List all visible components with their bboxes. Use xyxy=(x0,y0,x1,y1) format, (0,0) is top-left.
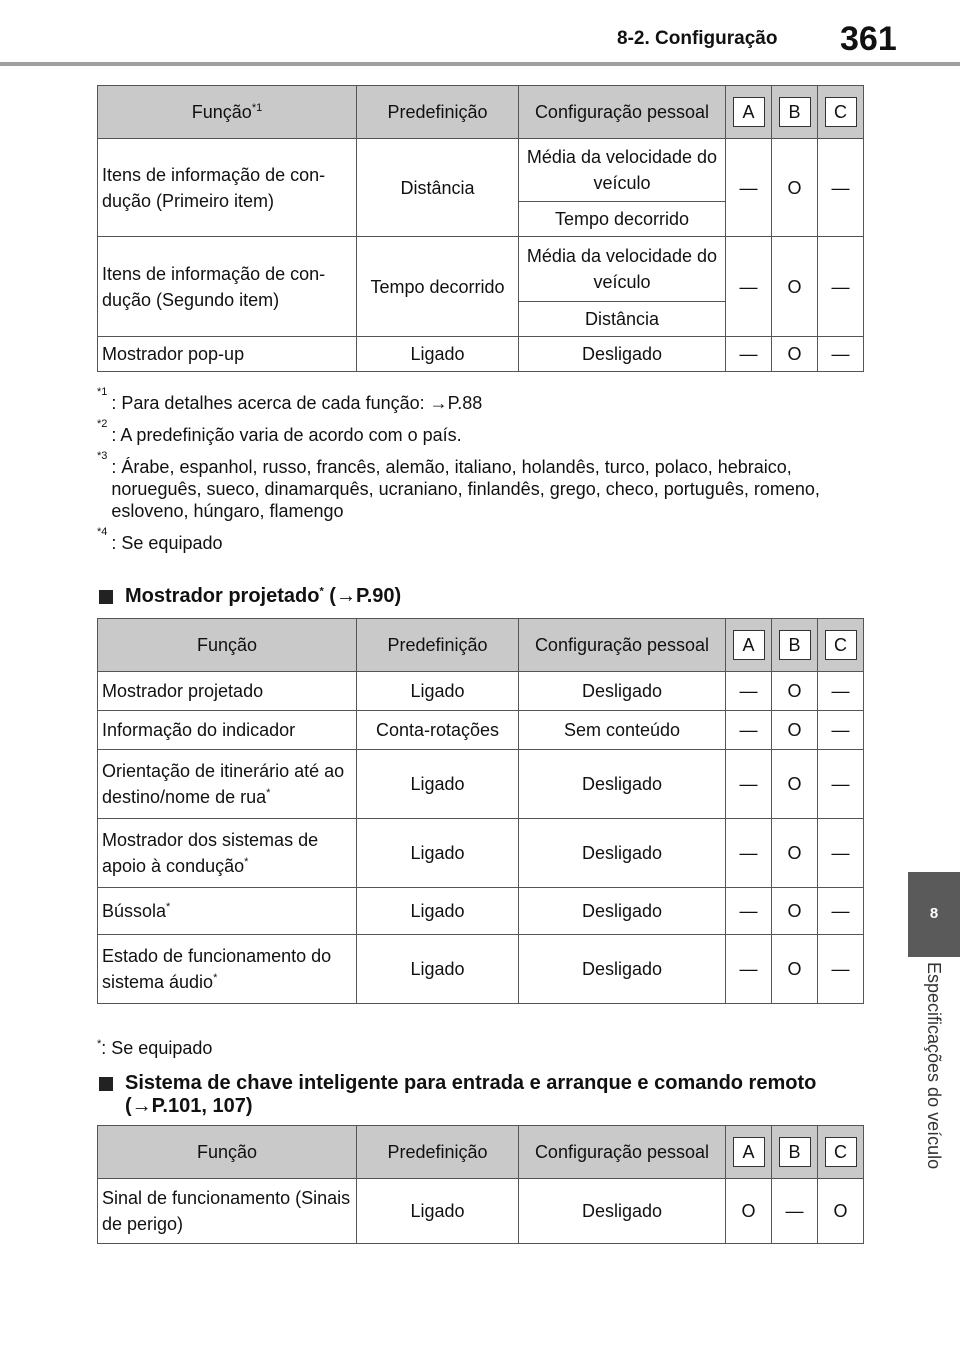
cell-a: — xyxy=(726,672,772,711)
footnote: *4 : Se equipado xyxy=(97,526,223,553)
cell-function: Informação do indicador xyxy=(98,711,357,750)
chapter-label-wrap xyxy=(911,962,957,1232)
cell-personal: Desligado xyxy=(519,819,726,888)
footnote: *3 : Árabe, espanhol, russo, francês, alemão, italiano, holandês, turco, polaco, hebraico, norueguês, sueco, dinamarquês, ucraniano, finlandês, grego, checo, português, romeno, esloveno, húngaro, flamengo xyxy=(97,450,820,521)
section-heading: Sistema de chave inteligente para entrada e arranque e comando remoto (→P.101, 107) xyxy=(97,1072,837,1118)
cell-function: Itens de informação de con-dução (Primeiro item) xyxy=(98,139,357,237)
cell-default: Tempo decorrido xyxy=(357,237,519,337)
col-function: Função xyxy=(98,619,357,672)
table-row xyxy=(98,750,864,819)
cell-personal: Tempo decorrido xyxy=(519,202,726,237)
table-row xyxy=(98,935,864,1004)
header-divider xyxy=(0,62,960,66)
col-function: Função$^{*1}$ xyxy=(98,86,357,139)
section-heading: Mostrador projetado* (→P.90) xyxy=(97,585,401,608)
settings-table-2 xyxy=(97,618,864,1004)
col-c: C xyxy=(818,1126,864,1179)
col-personal: Configuração pessoal xyxy=(519,619,726,672)
cell-c: — xyxy=(818,672,864,711)
cell-b: O xyxy=(772,237,818,337)
cell-personal: Desligado xyxy=(519,337,726,372)
col-default: Predefinição xyxy=(357,619,519,672)
table-row xyxy=(98,888,864,935)
cell-function: Estado de funcionamento do sistema áudio* xyxy=(98,935,357,1004)
cell-default: Ligado xyxy=(357,672,519,711)
cell-function: Mostrador projetado xyxy=(98,672,357,711)
cell-a: — xyxy=(726,337,772,372)
cell-function: Sinal de funcionamento (Sinais de perigo) xyxy=(98,1179,357,1244)
cell-function: Mostrador dos sistemas de apoio à condução* xyxy=(98,819,357,888)
table-row xyxy=(98,139,864,202)
table-row xyxy=(98,237,864,302)
footnote: *1 : Para detalhes acerca de cada função: →P.88 xyxy=(97,386,483,413)
cell-function: Bússola* xyxy=(98,888,357,935)
cell-default: Ligado xyxy=(357,888,519,935)
cell-personal: Desligado xyxy=(519,750,726,819)
cell-function: Itens de informação de con-dução (Segundo item) xyxy=(98,237,357,337)
cell-default: Ligado xyxy=(357,337,519,372)
footnotes xyxy=(97,386,867,564)
cell-function: Orientação de itinerário até ao destino/nome de rua* xyxy=(98,750,357,819)
col-b: B xyxy=(772,86,818,139)
col-a: A xyxy=(726,1126,772,1179)
cell-b: — xyxy=(772,1179,818,1244)
cell-default: Ligado xyxy=(357,819,519,888)
chapter-number: 8 xyxy=(929,905,939,922)
cell-c: — xyxy=(818,711,864,750)
table-row xyxy=(98,1179,864,1244)
col-a: A xyxy=(726,619,772,672)
col-a: A xyxy=(726,86,772,139)
cell-personal: Desligado xyxy=(519,935,726,1004)
cell-default: Conta-rotações xyxy=(357,711,519,750)
cell-c: — xyxy=(818,750,864,819)
cell-b: O xyxy=(772,711,818,750)
cell-c: — xyxy=(818,935,864,1004)
cell-personal: Média da velocidade do veículo xyxy=(519,237,726,302)
cell-default: Ligado xyxy=(357,935,519,1004)
cell-b: O xyxy=(772,750,818,819)
cell-a: — xyxy=(726,139,772,237)
settings-table-3 xyxy=(97,1125,864,1244)
cell-a: — xyxy=(726,750,772,819)
chapter-tab xyxy=(908,872,960,957)
table-row xyxy=(98,711,864,750)
cell-default: Ligado xyxy=(357,1179,519,1244)
cell-a: O xyxy=(726,1179,772,1244)
col-personal: Configuração pessoal xyxy=(519,1126,726,1179)
cell-personal: Distância xyxy=(519,302,726,337)
bullet-square-icon xyxy=(99,590,113,604)
col-default: Predefinição xyxy=(357,86,519,139)
cell-a: — xyxy=(726,888,772,935)
cell-personal: Média da velocidade do veículo xyxy=(519,139,726,202)
cell-b: O xyxy=(772,337,818,372)
col-function: Função xyxy=(98,1126,357,1179)
table-row xyxy=(98,819,864,888)
cell-b: O xyxy=(772,888,818,935)
cell-a: — xyxy=(726,935,772,1004)
cell-b: O xyxy=(772,935,818,1004)
footnote-star: *: Se equipado xyxy=(97,1038,213,1058)
cell-personal: Desligado xyxy=(519,1179,726,1244)
col-c: C xyxy=(818,86,864,139)
table-row xyxy=(98,672,864,711)
bullet-square-icon xyxy=(99,1077,113,1091)
cell-b: O xyxy=(772,672,818,711)
cell-a: — xyxy=(726,711,772,750)
cell-personal: Desligado xyxy=(519,672,726,711)
col-c: C xyxy=(818,619,864,672)
cell-a: — xyxy=(726,819,772,888)
table-row xyxy=(98,337,864,372)
page-number: 361 xyxy=(840,20,897,58)
cell-b: O xyxy=(772,139,818,237)
cell-b: O xyxy=(772,819,818,888)
cell-function: Mostrador pop-up xyxy=(98,337,357,372)
cell-c: — xyxy=(818,888,864,935)
cell-default: Distância xyxy=(357,139,519,237)
col-b: B xyxy=(772,1126,818,1179)
footnote: *2 : A predefinição varia de acordo com o país. xyxy=(97,418,462,445)
cell-c: — xyxy=(818,139,864,237)
col-default: Predefinição xyxy=(357,1126,519,1179)
cell-c: — xyxy=(818,237,864,337)
section-title: 8-2. Configuração xyxy=(617,28,778,49)
cell-default: Ligado xyxy=(357,750,519,819)
col-b: B xyxy=(772,619,818,672)
col-personal: Configuração pessoal xyxy=(519,86,726,139)
cell-personal: Sem conteúdo xyxy=(519,711,726,750)
cell-personal: Desligado xyxy=(519,888,726,935)
chapter-label: Especificações do veículo xyxy=(924,962,944,1170)
cell-c: O xyxy=(818,1179,864,1244)
cell-c: — xyxy=(818,819,864,888)
cell-c: — xyxy=(818,337,864,372)
settings-table-1 xyxy=(97,85,864,372)
cell-a: — xyxy=(726,237,772,337)
